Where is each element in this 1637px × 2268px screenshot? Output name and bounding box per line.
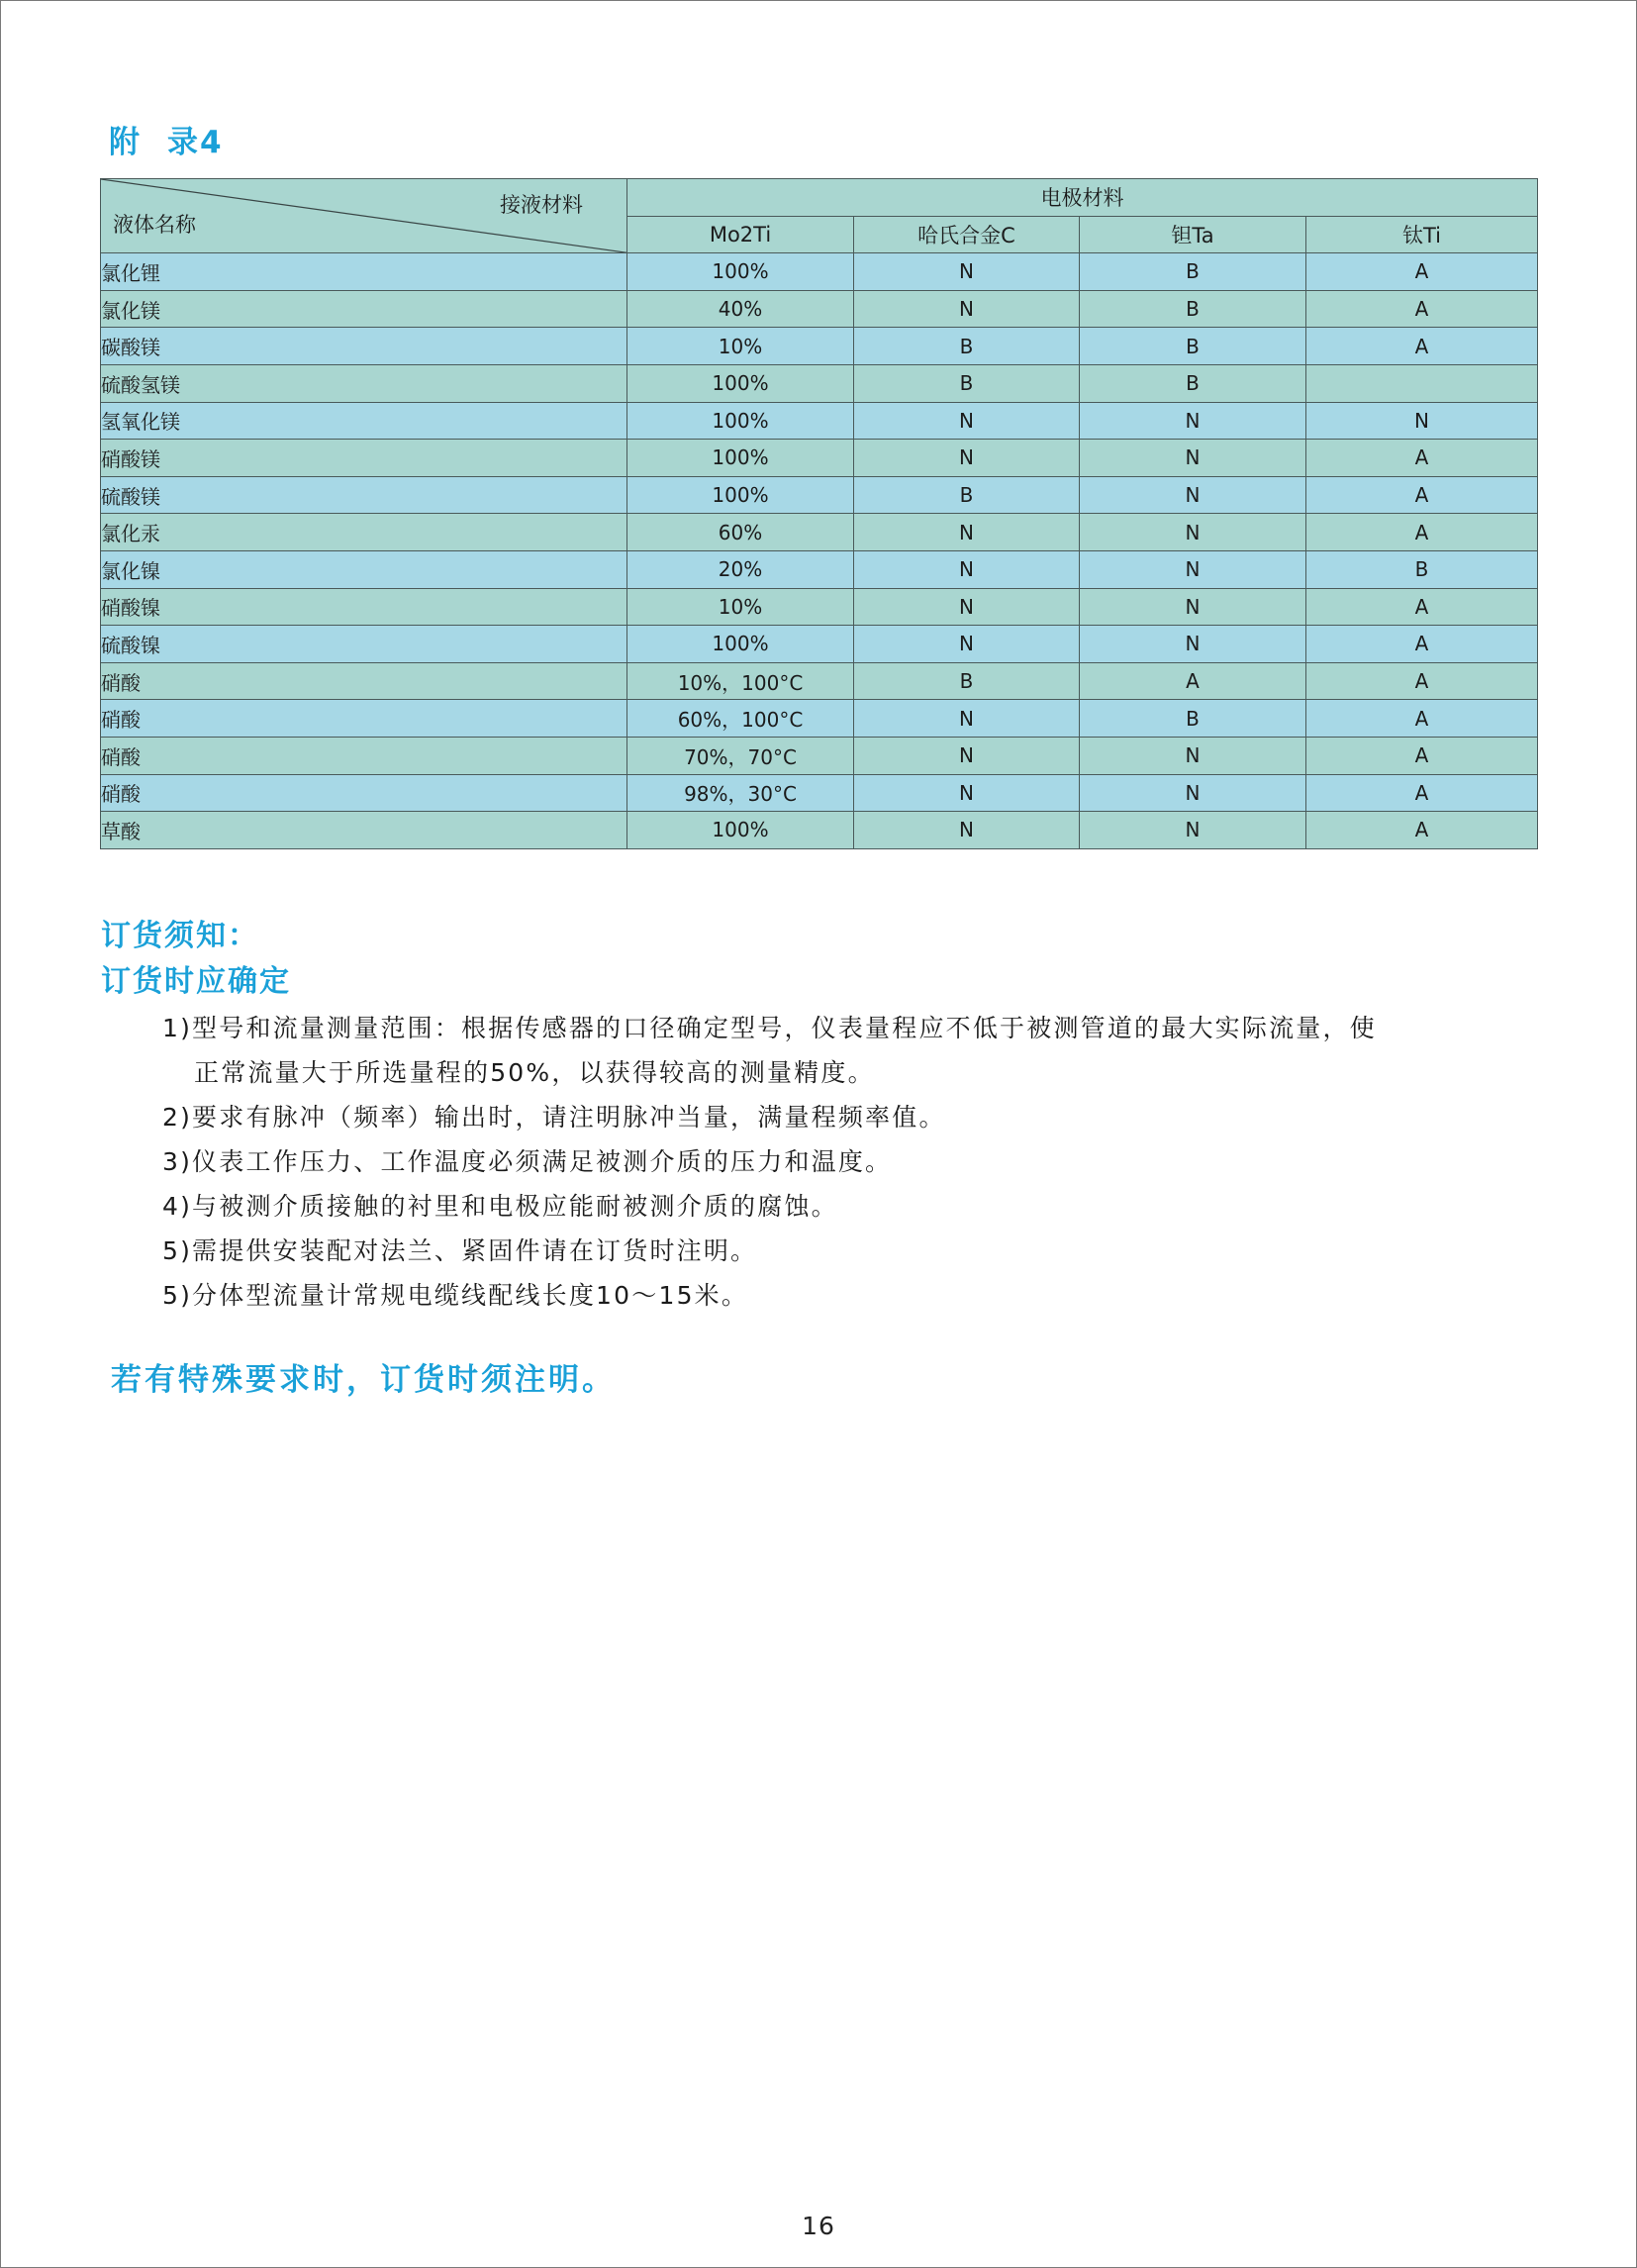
mo2ti-cell: 70%，70°C xyxy=(627,737,854,774)
hastelloy-c-cell: N xyxy=(854,774,1080,812)
order-item: 1)型号和流量测量范围：根据传感器的口径确定型号，仪表量程应不低于被测管道的最大实际流量，使 xyxy=(162,1014,1377,1042)
hastelloy-c-cell: N xyxy=(854,700,1080,738)
mo2ti-cell: 60% xyxy=(627,514,854,551)
table-row xyxy=(101,440,1538,477)
mo2ti-cell: 100% xyxy=(627,440,854,477)
order-notice-title: 订货须知： xyxy=(101,919,259,953)
electrode-material-header: 电极材料 xyxy=(627,179,1538,217)
liquid-name-cell: 氯化镁 xyxy=(101,290,627,328)
liquid-name-label: 液体名称 xyxy=(113,213,196,238)
tantalum-cell: A xyxy=(1080,662,1306,700)
liquid-name-cell: 氯化锂 xyxy=(101,253,627,291)
table-row xyxy=(101,402,1538,440)
titanium-cell: A xyxy=(1306,328,1538,365)
mo2ti-cell: 10% xyxy=(627,328,854,365)
order-item: 4)与被测介质接触的衬里和电极应能耐被测介质的腐蚀。 xyxy=(162,1192,838,1221)
special-requirements-note: 若有特殊要求时，订货时须注明。 xyxy=(111,1362,616,1398)
mo2ti-cell: 100% xyxy=(627,626,854,663)
page-number: 16 xyxy=(802,2212,835,2240)
tantalum-cell: N xyxy=(1080,402,1306,440)
titanium-cell: A xyxy=(1306,662,1538,700)
table-row xyxy=(101,662,1538,700)
table-row xyxy=(101,364,1538,402)
column-header-titanium: 钛Ti xyxy=(1306,216,1538,253)
order-confirm-title: 订货时应确定 xyxy=(101,964,291,999)
wetted-material-label: 接液材料 xyxy=(500,193,583,217)
table-body xyxy=(101,253,1538,849)
mo2ti-cell: 98%，30°C xyxy=(627,774,854,812)
mo2ti-cell: 40% xyxy=(627,290,854,328)
titanium-cell: A xyxy=(1306,700,1538,738)
table-row xyxy=(101,253,1538,291)
liquid-name-cell: 硝酸镁 xyxy=(101,440,627,477)
mo2ti-cell: 100% xyxy=(627,812,854,849)
hastelloy-c-cell: N xyxy=(854,402,1080,440)
tantalum-cell: B xyxy=(1080,328,1306,365)
order-requirements-list xyxy=(162,1006,1548,1318)
liquid-name-cell: 硝酸 xyxy=(101,662,627,700)
table-row xyxy=(101,700,1538,738)
material-compatibility-table xyxy=(100,178,1538,849)
hastelloy-c-cell: B xyxy=(854,364,1080,402)
hastelloy-c-cell: N xyxy=(854,550,1080,588)
liquid-name-cell: 硝酸镍 xyxy=(101,588,627,626)
table-row xyxy=(101,588,1538,626)
liquid-name-cell: 硫酸镁 xyxy=(101,476,627,514)
tantalum-cell: N xyxy=(1080,476,1306,514)
liquid-name-cell: 碳酸镁 xyxy=(101,328,627,365)
table-row xyxy=(101,626,1538,663)
mo2ti-cell: 10% xyxy=(627,588,854,626)
table-row xyxy=(101,514,1538,551)
liquid-name-cell: 硝酸 xyxy=(101,737,627,774)
tantalum-cell: N xyxy=(1080,550,1306,588)
titanium-cell: A xyxy=(1306,626,1538,663)
order-item: 3)仪表工作压力、工作温度必须满足被测介质的压力和温度。 xyxy=(162,1147,893,1176)
liquid-name-cell: 硫酸镍 xyxy=(101,626,627,663)
titanium-cell: A xyxy=(1306,253,1538,291)
hastelloy-c-cell: B xyxy=(854,476,1080,514)
hastelloy-c-cell: B xyxy=(854,328,1080,365)
mo2ti-cell: 100% xyxy=(627,364,854,402)
hastelloy-c-cell: N xyxy=(854,290,1080,328)
column-header-hastelloy-c: 哈氏合金C xyxy=(854,216,1080,253)
titanium-cell: A xyxy=(1306,290,1538,328)
titanium-cell: A xyxy=(1306,476,1538,514)
tantalum-cell: N xyxy=(1080,774,1306,812)
tantalum-cell: B xyxy=(1080,253,1306,291)
table-row xyxy=(101,476,1538,514)
titanium-cell: A xyxy=(1306,440,1538,477)
hastelloy-c-cell: N xyxy=(854,253,1080,291)
table-row xyxy=(101,812,1538,849)
tantalum-cell: N xyxy=(1080,812,1306,849)
hastelloy-c-cell: N xyxy=(854,737,1080,774)
tantalum-cell: B xyxy=(1080,364,1306,402)
liquid-name-cell: 硝酸 xyxy=(101,700,627,738)
titanium-cell: A xyxy=(1306,737,1538,774)
diagonal-header-cell xyxy=(101,179,627,253)
titanium-cell: N xyxy=(1306,402,1538,440)
order-item: 5)需提供安装配对法兰、紧固件请在订货时注明。 xyxy=(162,1236,758,1265)
tantalum-cell: N xyxy=(1080,737,1306,774)
liquid-name-cell: 氯化镍 xyxy=(101,550,627,588)
tantalum-cell: B xyxy=(1080,700,1306,738)
titanium-cell: A xyxy=(1306,588,1538,626)
table-row xyxy=(101,328,1538,365)
tantalum-cell: B xyxy=(1080,290,1306,328)
table-row xyxy=(101,550,1538,588)
titanium-cell xyxy=(1306,364,1538,402)
column-header-mo2ti: Mo2Ti xyxy=(627,216,854,253)
hastelloy-c-cell: N xyxy=(854,812,1080,849)
hastelloy-c-cell: N xyxy=(854,626,1080,663)
hastelloy-c-cell: N xyxy=(854,588,1080,626)
tantalum-cell: N xyxy=(1080,514,1306,551)
liquid-name-cell: 硫酸氢镁 xyxy=(101,364,627,402)
tantalum-cell: N xyxy=(1080,588,1306,626)
table-row xyxy=(101,290,1538,328)
mo2ti-cell: 60%，100°C xyxy=(627,700,854,738)
liquid-name-cell: 氢氧化镁 xyxy=(101,402,627,440)
titanium-cell: B xyxy=(1306,550,1538,588)
mo2ti-cell: 100% xyxy=(627,476,854,514)
hastelloy-c-cell: N xyxy=(854,440,1080,477)
hastelloy-c-cell: B xyxy=(854,662,1080,700)
column-header-tantalum: 钽Ta xyxy=(1080,216,1306,253)
titanium-cell: A xyxy=(1306,514,1538,551)
liquid-name-cell: 草酸 xyxy=(101,812,627,849)
mo2ti-cell: 100% xyxy=(627,253,854,291)
appendix-title: 附 录4 xyxy=(109,125,224,160)
mo2ti-cell: 20% xyxy=(627,550,854,588)
order-item: 5)分体型流量计常规电缆线配线长度10～15米。 xyxy=(162,1281,749,1310)
mo2ti-cell: 100% xyxy=(627,402,854,440)
order-item: 2)要求有脉冲（频率）输出时，请注明脉冲当量，满量程频率值。 xyxy=(162,1103,946,1132)
tantalum-cell: N xyxy=(1080,626,1306,663)
tantalum-cell: N xyxy=(1080,440,1306,477)
table-row xyxy=(101,774,1538,812)
hastelloy-c-cell: N xyxy=(854,514,1080,551)
liquid-name-cell: 硝酸 xyxy=(101,774,627,812)
table-row xyxy=(101,737,1538,774)
mo2ti-cell: 10%，100°C xyxy=(627,662,854,700)
order-item-continuation: 正常流量大于所选量程的50%，以获得较高的测量精度。 xyxy=(194,1058,875,1087)
titanium-cell: A xyxy=(1306,812,1538,849)
liquid-name-cell: 氯化汞 xyxy=(101,514,627,551)
titanium-cell: A xyxy=(1306,774,1538,812)
